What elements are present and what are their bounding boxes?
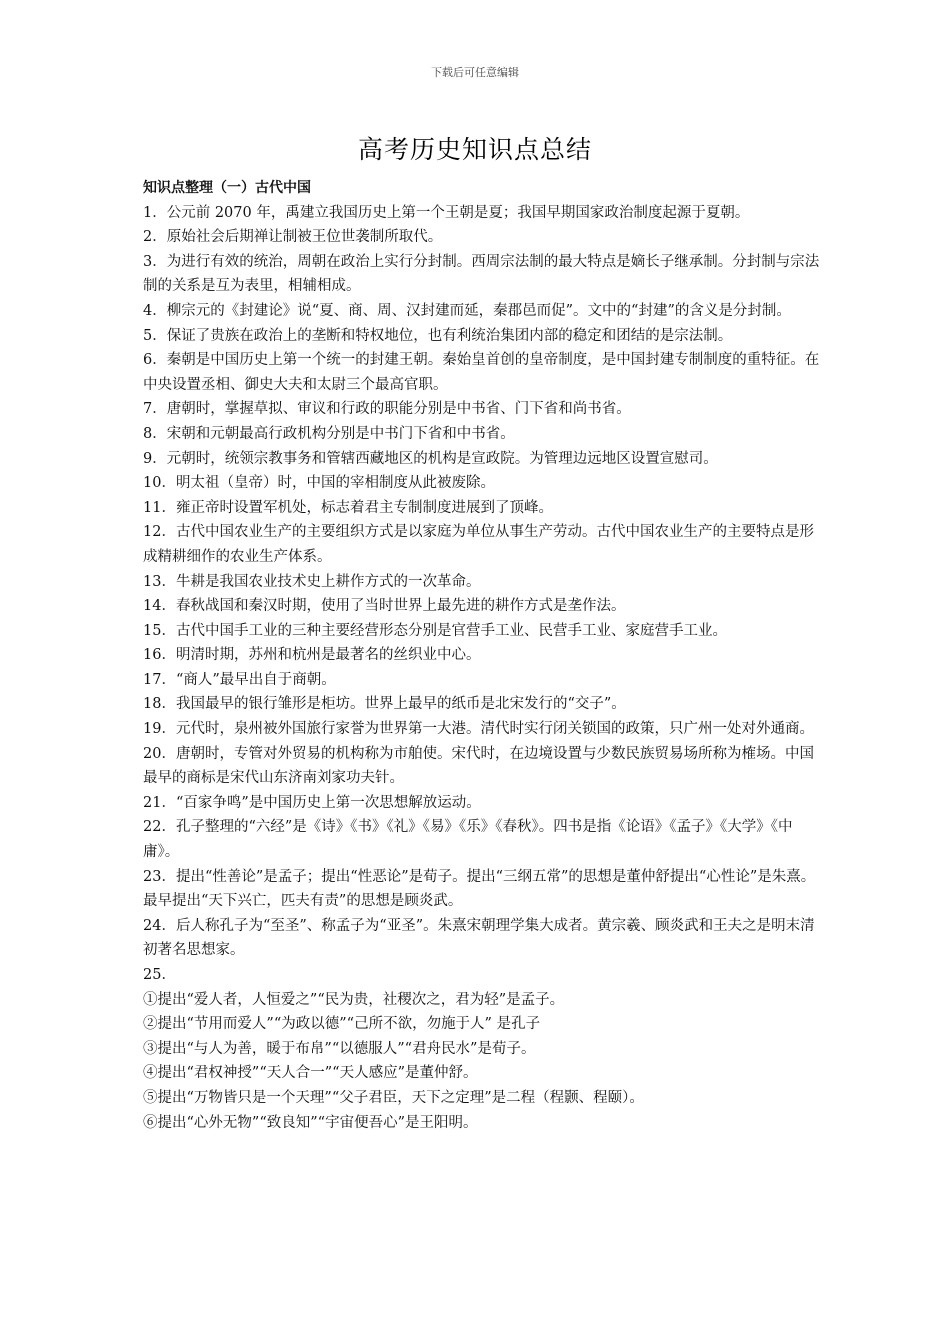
list-item: 5．保证了贵族在政治上的垄断和特权地位，也有利统治集团内部的稳定和团结的是宗法制。 <box>143 327 733 344</box>
list-item: 21．“百家争鸣”是中国历史上第一次思想解放运动。 <box>143 794 481 811</box>
list-item: 24．后人称孔子为“至圣”、称孟子为“亚圣”。朱熹宋朝理学集大成者。黄宗羲、顾炎武和王夫之是明末清初著名思想家。 <box>143 917 815 959</box>
list-item: 9．元朝时，统领宗教事务和管辖西藏地区的机构是宣政院。为管理边远地区设置宣慰司。 <box>143 450 718 467</box>
list-item: 20．唐朝时，专管对外贸易的机构称为市舶使。宋代时，在边境设置与少数民族贸易场所称为榷场。中国最早的商标是宋代山东济南刘家功夫针。 <box>143 745 814 787</box>
list-item: 3．为进行有效的统治，周朝在政治上实行分封制。西周宗法制的最大特点是嫡长子继承制。分封制与宗法制的关系是互为表里，相辅相成。 <box>143 253 820 295</box>
list-item: 12．古代中国农业生产的主要组织方式是以家庭为单位从事生产劳动。古代中国农业生产的主要特点是形成精耕细作的农业生产体系。 <box>143 524 814 565</box>
list-item: 8．宋朝和元朝最高行政机构分别是中书门下省和中书省。 <box>143 425 515 442</box>
list-item: 7．唐朝时，掌握草拟、审议和行政的职能分别是中书省、门下省和尚书省。 <box>143 401 631 418</box>
document-title: 高考历史知识点总结 <box>357 135 592 164</box>
list-item: 18．我国最早的银行雏形是柜坊。世界上最早的纸币是北宋发行的“交子”。 <box>143 696 626 713</box>
list-item: 4．柳宗元的《封建论》说“夏、商、周、汉封建而延，秦郡邑而促”。文中的“封建”的含义是分封制。 <box>143 302 791 319</box>
document-body <box>143 176 823 1135</box>
list-item: 2．原始社会后期禅让制被王位世袭制所取代。 <box>143 229 443 246</box>
list-item: ⑥提出“心外无物”“致良知”“宇宙便吾心”是王阳明。 <box>143 1114 478 1131</box>
list-item: 15．古代中国手工业的三种主要经营形态分别是官营手工业、民营手工业、家庭营手工业。 <box>143 622 727 639</box>
list-item: 22．孔子整理的“六经”是《诗》《书》《礼》《易》《乐》《春秋》。四书是指《论语》《孟子》《大学》《中庸》。 <box>143 819 793 861</box>
list-item: ⑤提出“万物皆只是一个天理”“父子君臣，天下之定理”是二程（程颢、程颐）。 <box>143 1089 644 1106</box>
section-heading: 知识点整理（一）古代中国 <box>143 180 311 196</box>
list-item: 10．明太祖（皇帝）时，中国的宰相制度从此被废除。 <box>143 475 495 492</box>
list-item: 23．提出“性善论”是孟子；提出“性恶论”是荀子。提出“三纲五常”的思想是董仲舒提出“心性论”是朱熹。最早提出“天下兴亡，匹夫有责”的思想是顾炎武。 <box>143 868 816 910</box>
list-item: 6．秦朝是中国历史上第一个统一的封建王朝。秦始皇首创的皇帝制度，是中国封建专制制度的重特征。在中央设置丞相、御史大夫和太尉三个最高官职。 <box>143 352 820 393</box>
list-item: ②提出“节用而爱人”“为政以德”“己所不欲，勿施于人” 是孔子 <box>143 1016 541 1033</box>
list-item: 11．雍正帝时设置军机处，标志着君主专制制度进展到了顶峰。 <box>143 499 553 516</box>
list-item: 1．公元前 2070 年，禹建立我国历史上第一个王朝是夏；我国早期国家政治制度起源于夏朝。 <box>143 204 750 221</box>
list-item: 25． <box>143 967 176 983</box>
header-note: 下载后可任意编辑 <box>431 66 519 79</box>
list-item: 17．“商人”最早出自于商朝。 <box>143 671 336 688</box>
list-item: ④提出“君权神授”“天人合一”“天人感应”是董仲舒。 <box>143 1065 478 1082</box>
list-item: 16．明清时期，苏州和杭州是最著名的丝织业中心。 <box>143 647 481 664</box>
list-item: 19．元代时，泉州被外国旅行家誉为世界第一大港。清代时实行闭关锁国的政策，只广州一处对外通商。 <box>143 721 814 738</box>
list-item: 13．牛耕是我国农业技术史上耕作方式的一次革命。 <box>143 573 481 590</box>
list-item: ③提出“与人为善，暖于布帛”“以德服人”“君舟民水”是荀子。 <box>143 1040 536 1057</box>
knowledge-list <box>143 201 823 1136</box>
list-item: ①提出“爱人者，人恒爱之”“民为贵，社稷次之，君为轻”是孟子。 <box>143 991 565 1008</box>
list-item: 14．春秋战国和秦汉时期，使用了当时世界上最先进的耕作方式是垄作法。 <box>143 598 626 615</box>
